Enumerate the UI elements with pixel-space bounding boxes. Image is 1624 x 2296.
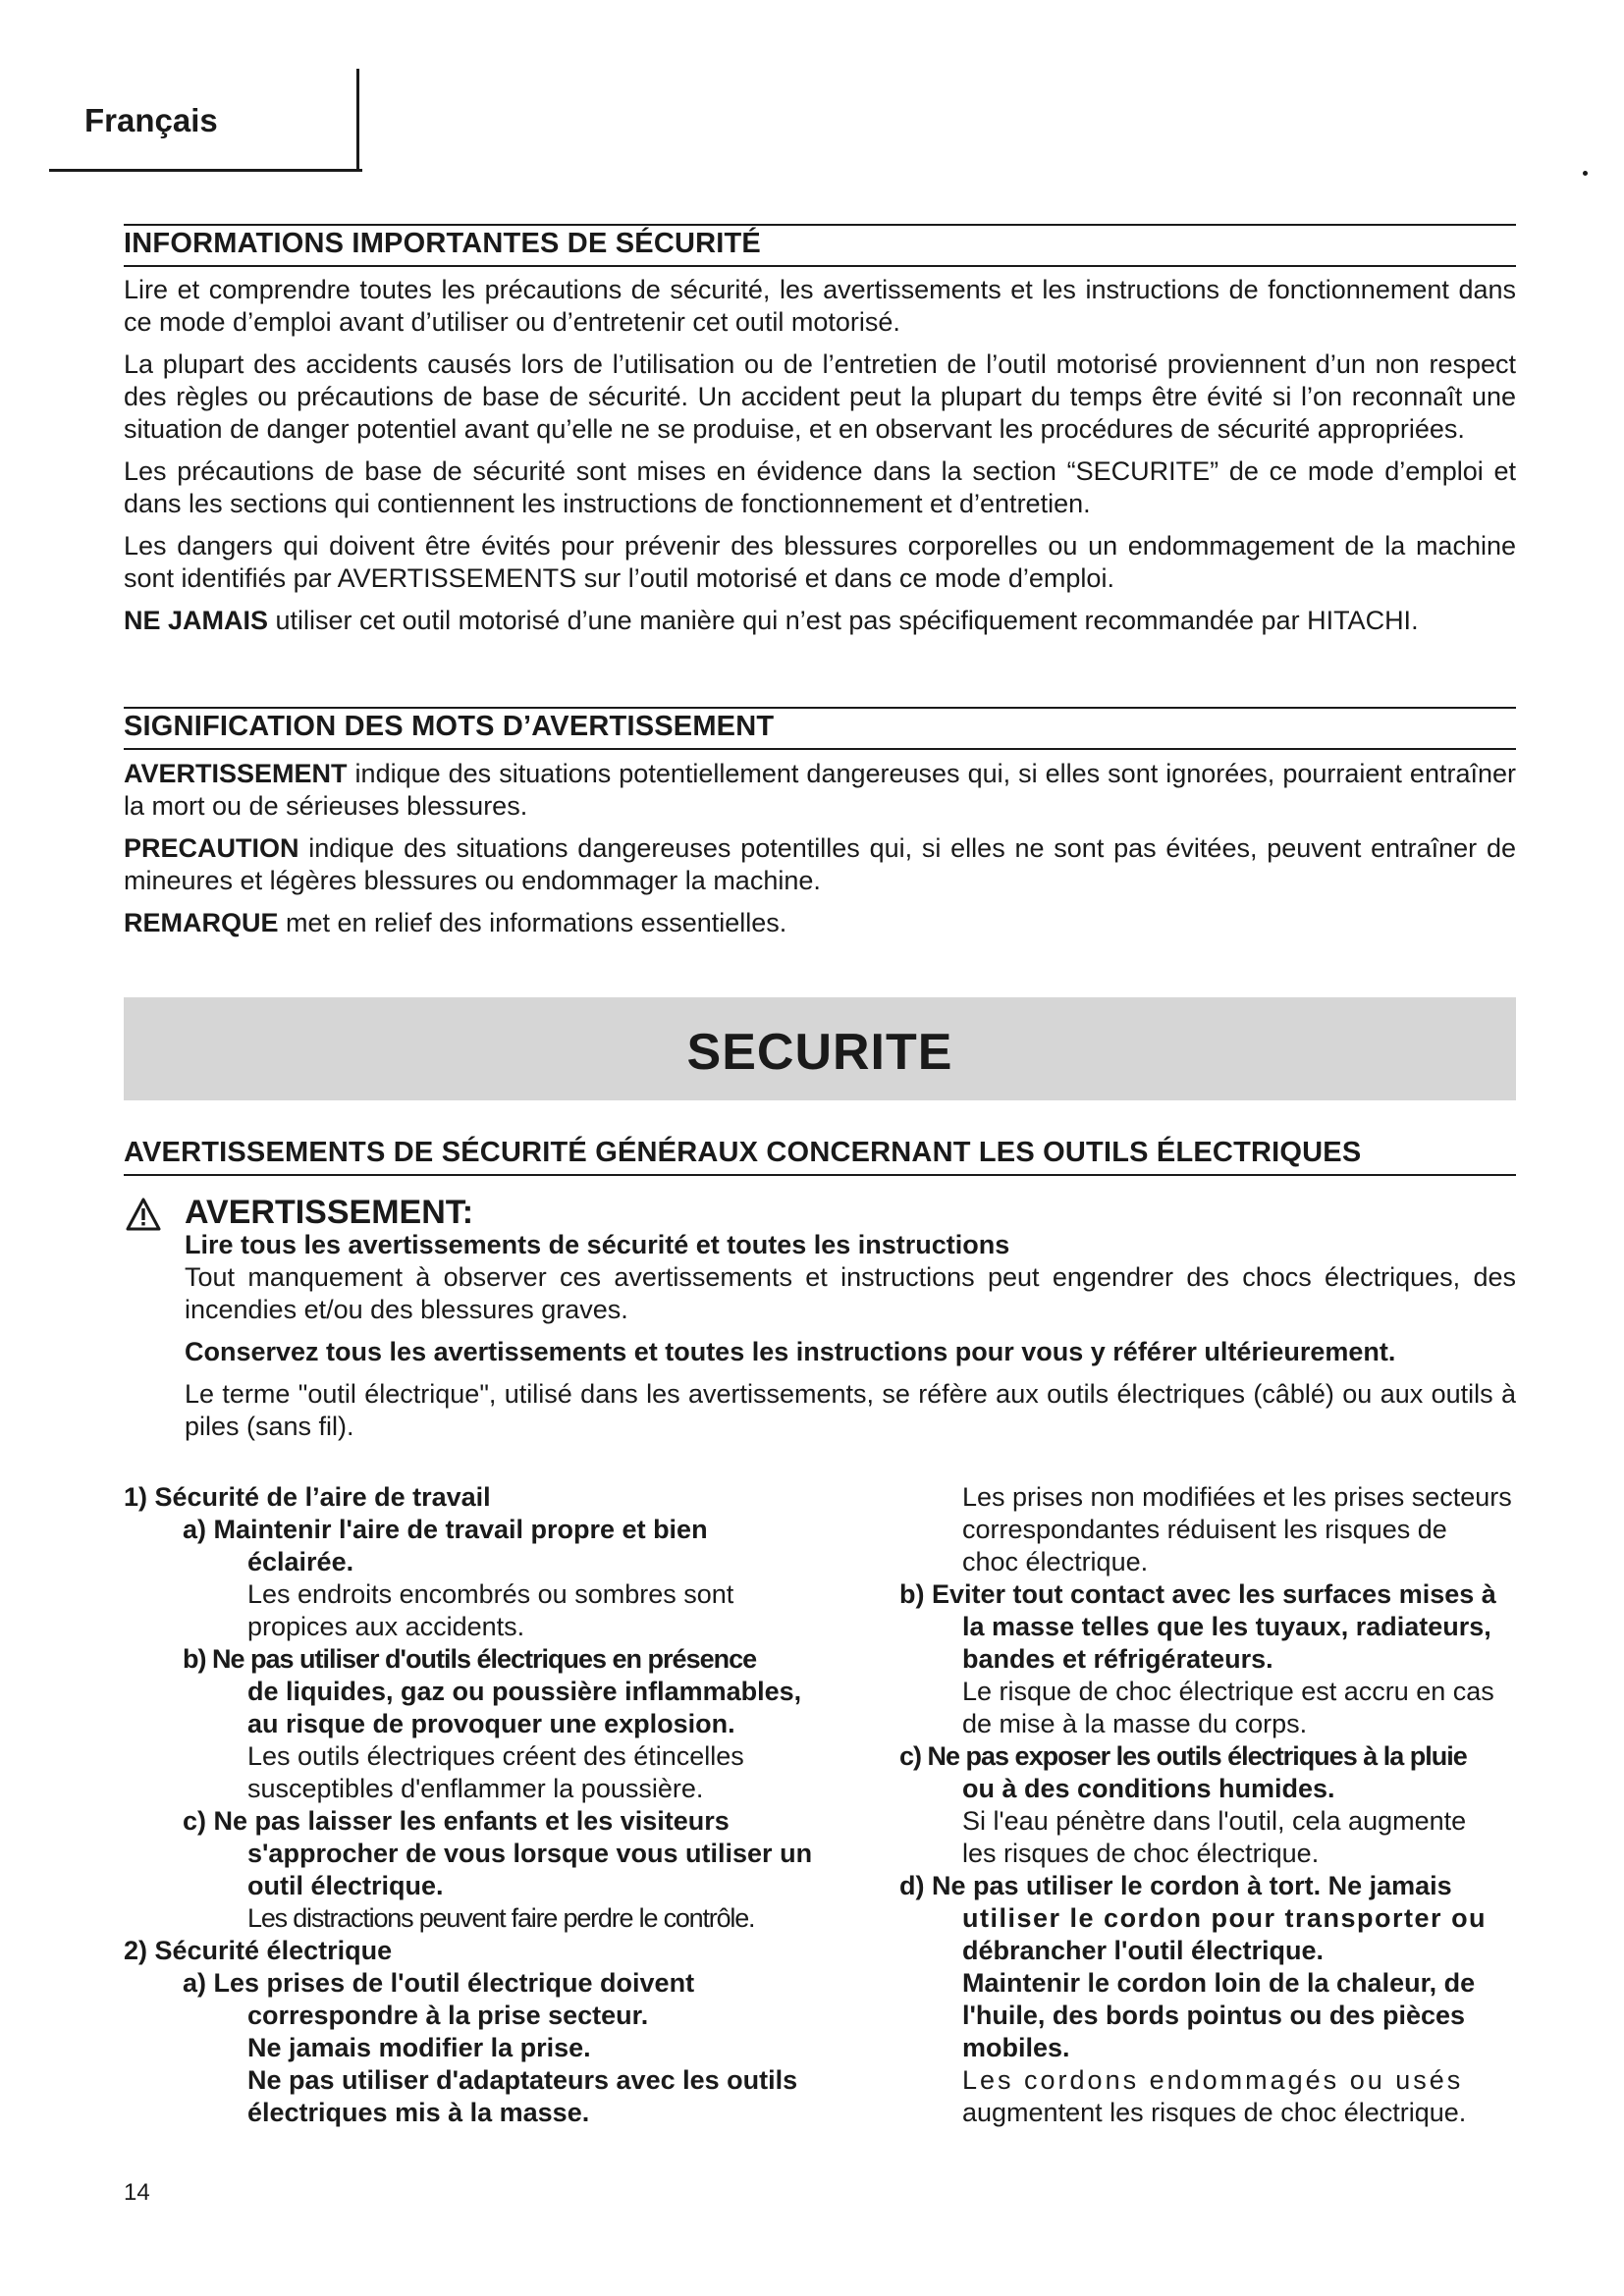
item-rd-title-1: d) Ne pas utiliser le cordon à tort. Ne jamais	[899, 1871, 1452, 1900]
caution-definition	[124, 832, 1516, 897]
keep-instructions: Conservez tous les avertissements et toutes les instructions pour vous y référer ultérieurement.	[185, 1337, 1396, 1366]
item-b-title-1: b) Ne pas utiliser d'outils électriques en présence	[183, 1644, 757, 1674]
section2-title: SIGNIFICATION DES MOTS D’AVERTISSEMENT	[124, 711, 775, 742]
section3-paragraph-1: Tout manquement à observer ces avertissements et instructions peut engendrer des chocs électriques, des incendies et/ou des blessures graves.	[185, 1262, 1516, 1324]
warning-term: AVERTISSEMENT	[124, 759, 348, 788]
section3-body	[185, 1229, 1516, 1443]
item-e-title-4: Ne pas utiliser d'adaptateurs avec les outils	[247, 2065, 798, 2095]
item-rb-title-2: la masse telles que les tuyaux, radiateurs,	[962, 1612, 1491, 1641]
caution-term: PRECAUTION	[124, 833, 299, 863]
item-c-title-1: c) Ne pas laisser les enfants et les visiteurs	[183, 1806, 730, 1836]
item-rd-text-1: Les cordons endommagés ou usés	[962, 2065, 1464, 2095]
item-rc-title-1: c) Ne pas exposer les outils électriques à la pluie	[899, 1741, 1467, 1771]
item-e-title-1: a) Les prises de l'outil électrique doivent	[183, 1968, 695, 1998]
language-label: Français	[84, 102, 218, 138]
section1-paragraph-2: La plupart des accidents causés lors de l’utilisation ou de l’entretien de l’outil motorisé proviennent d’un non respect des règles ou précautions de base de sécurité. Un accident peut la plupart du temps être évité si l’on reconnaît une situation de danger potentiel avant qu’elle ne se produise, et en observant les procédures de sécurité appropriées.	[124, 349, 1516, 444]
item-rb-title-1: b) Eviter tout contact avec les surfaces mises à	[899, 1579, 1496, 1609]
warning-definition-text: indique des situations potentiellement dangereuses qui, si elles sont ignorées, pourraient entraîner la mort ou de sérieuses blessures.	[124, 759, 1516, 821]
item-rb-title-3: bandes et réfrigérateurs.	[962, 1644, 1273, 1674]
plug-text-1: Les prises non modifiées et les prises secteurs	[962, 1482, 1512, 1512]
work-area-heading: 1) Sécurité de l’aire de travail	[124, 1482, 491, 1512]
section2-bottom-rule	[124, 748, 1516, 750]
section1-paragraph-5	[124, 605, 1516, 637]
item-c-title-3: outil électrique.	[247, 1871, 444, 1900]
item-rd-title-4: Maintenir le cordon loin de la chaleur, de	[962, 1968, 1476, 1998]
item-a-text-2: propices aux accidents.	[247, 1612, 525, 1641]
item-a-title-1: a) Maintenir l'aire de travail propre et bien	[183, 1515, 708, 1544]
tab-border-bottom	[49, 169, 362, 172]
item-c-text-1: Les distractions peuvent faire perdre le contrôle.	[247, 1903, 755, 1933]
item-rb-text-2: de mise à la masse du corps.	[962, 1709, 1308, 1738]
item-b-title-2: de liquides, gaz ou poussière inflammables,	[247, 1677, 802, 1706]
electrical-heading: 2) Sécurité électrique	[124, 1936, 393, 1965]
item-c-title-2: s'approcher de vous lorsque vous utiliser un	[247, 1839, 813, 1868]
item-rd-title-3: débrancher l'outil électrique.	[962, 1936, 1325, 1965]
item-b-text-2: susceptibles d'enflammer la poussière.	[247, 1774, 704, 1803]
item-rc-title-2: ou à des conditions humides.	[962, 1774, 1335, 1803]
section1-paragraph-5-text: utiliser cet outil motorisé d’une manière qui n’est pas spécifiquement recommandée par HITACHI.	[268, 606, 1419, 635]
section1-paragraph-3: Les précautions de base de sécurité sont mises en évidence dans la section “SECURITE” de ce mode d’emploi et dans les sections qui contiennent les instructions de fonctionnement et d’entretien.	[124, 456, 1516, 518]
securite-banner	[124, 997, 1516, 1100]
section2-body	[124, 758, 1516, 939]
note-definition-text: met en relief des informations essentielles.	[278, 908, 787, 937]
section1-top-rule	[124, 224, 1516, 226]
warning-definition	[124, 758, 1516, 823]
section3-title: AVERTISSEMENTS DE SÉCURITÉ GÉNÉRAUX CONCERNANT LES OUTILS ÉLECTRIQUES	[124, 1137, 1362, 1168]
never-label: NE JAMAIS	[124, 606, 269, 635]
caution-definition-text: indique des situations dangereuses potentilles qui, si elles ne sont pas évitées, peuvent entraîner de mineures et légères blessures ou endommager la machine.	[124, 833, 1516, 895]
item-b-text-1: Les outils électriques créent des étincelles	[247, 1741, 744, 1771]
item-e-title-3: Ne jamais modifier la prise.	[247, 2033, 591, 2062]
section1-paragraph-4: Les dangers qui doivent être évités pour prévenir des blessures corporelles ou un endommagement de la machine sont identifiés par AVERTISSEMENTS sur l’outil motorisé et dans ce mode d’emploi.	[124, 531, 1516, 593]
item-rd-text-2: augmentent les risques de choc électrique.	[962, 2098, 1467, 2127]
section1-paragraph-1: Lire et comprendre toutes les précautions de sécurité, les avertissements et les instructions de fonctionnement dans ce mode d’emploi avant d’utiliser ou d’entretenir cet outil motorisé.	[124, 275, 1516, 337]
right-column	[899, 1481, 1518, 2129]
plug-text-2: correspondantes réduisent les risques de	[962, 1515, 1447, 1544]
note-definition	[124, 907, 1516, 939]
left-column	[124, 1481, 813, 2129]
section1-title: INFORMATIONS IMPORTANTES DE SÉCURITÉ	[124, 228, 761, 259]
section1-body	[124, 274, 1516, 637]
plug-text-3: choc électrique.	[962, 1547, 1149, 1576]
item-e-title-5: électriques mis à la masse.	[247, 2098, 590, 2127]
section2-top-rule	[124, 707, 1516, 709]
section3-bottom-rule	[124, 1174, 1516, 1176]
tab-border-right	[356, 69, 359, 172]
section1-bottom-rule	[124, 265, 1516, 267]
item-e-title-2: correspondre à la prise secteur.	[247, 2001, 649, 2030]
stray-dot	[1583, 171, 1588, 176]
item-b-title-3: au risque de provoquer une explosion.	[247, 1709, 735, 1738]
item-rc-text-2: les risques de choc électrique.	[962, 1839, 1320, 1868]
section3-paragraph-2: Le terme "outil électrique", utilisé dans les avertissements, se réfère aux outils électriques (câblé) ou aux outils à piles (sans fil).	[185, 1379, 1516, 1441]
warning-triangle-icon	[126, 1198, 161, 1231]
warning-label: AVERTISSEMENT:	[185, 1194, 474, 1231]
item-rd-title-6: mobiles.	[962, 2033, 1070, 2062]
item-a-text-1: Les endroits encombrés ou sombres sont	[247, 1579, 734, 1609]
note-term: REMARQUE	[124, 908, 279, 937]
item-a-title-2: éclairée.	[247, 1547, 354, 1576]
page-number: 14	[124, 2179, 150, 2206]
item-rc-text-1: Si l'eau pénètre dans l'outil, cela augmente	[962, 1806, 1467, 1836]
item-rd-title-2: utiliser le cordon pour transporter ou	[962, 1903, 1488, 1933]
item-rd-title-5: l'huile, des bords pointus ou des pièces	[962, 2001, 1466, 2030]
item-rb-text-1: Le risque de choc électrique est accru en cas	[962, 1677, 1494, 1706]
banner-title: SECURITE	[686, 1024, 953, 1081]
read-all-instructions: Lire tous les avertissements de sécurité et toutes les instructions	[185, 1230, 1010, 1259]
